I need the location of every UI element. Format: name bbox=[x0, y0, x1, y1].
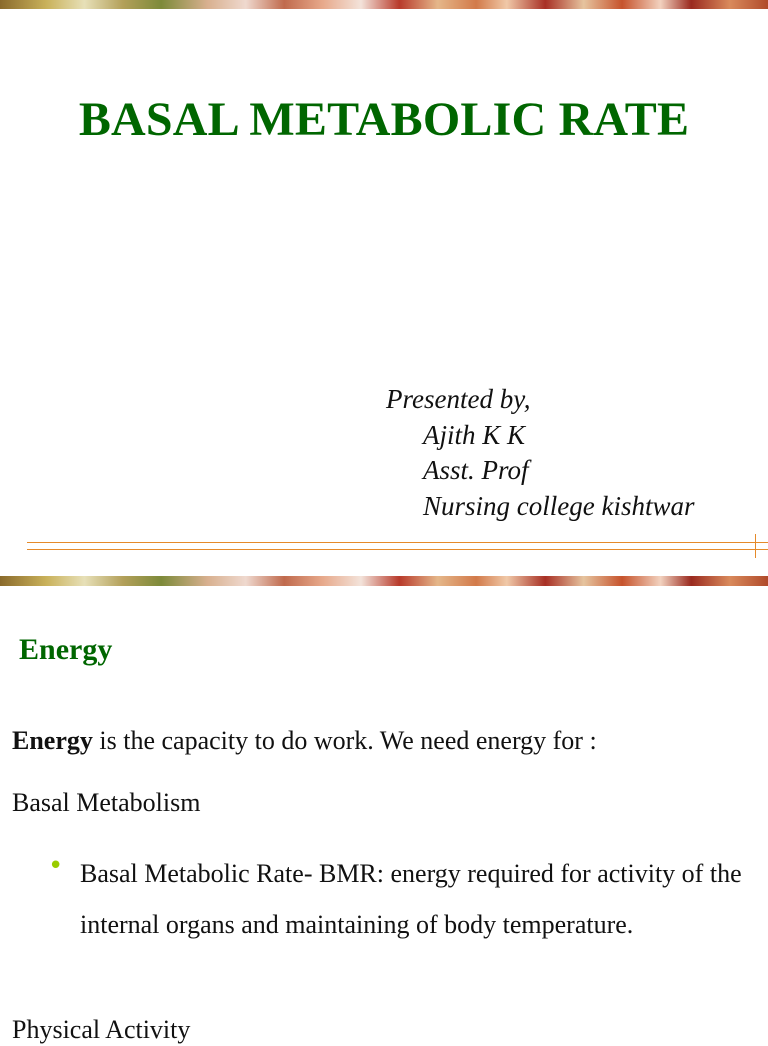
decorative-rule-tick bbox=[755, 534, 756, 558]
decorative-rule-bottom bbox=[27, 549, 768, 550]
decorative-fruit-banner bbox=[0, 0, 768, 9]
presenter-block bbox=[386, 382, 695, 524]
decorative-fruit-banner bbox=[0, 576, 768, 586]
presenter-position: Asst. Prof bbox=[423, 455, 529, 485]
presenter-name: Ajith K K bbox=[423, 419, 526, 450]
slide-title: BASAL METABOLIC RATE bbox=[78, 93, 690, 146]
section-label: Basal Metabolism bbox=[12, 788, 201, 817]
next-section-label: Physical Activity bbox=[12, 1015, 191, 1044]
content-slide bbox=[0, 576, 768, 1044]
slide-heading: Energy bbox=[19, 633, 113, 666]
presenter-label: Presented by, bbox=[386, 384, 531, 414]
decorative-rule-top bbox=[27, 542, 768, 543]
intro-bold-term: Energy bbox=[12, 726, 93, 755]
intro-paragraph bbox=[12, 725, 597, 757]
bullet-dot-icon: • bbox=[48, 851, 64, 881]
presenter-institution: Nursing college kishtwar bbox=[423, 490, 695, 521]
bullet-text: Basal Metabolic Rate- BMR: energy required for activity of the internal organs and maintaining of body temperature. bbox=[80, 859, 742, 939]
intro-text: is the capacity to do work. We need energy for : bbox=[92, 726, 597, 755]
